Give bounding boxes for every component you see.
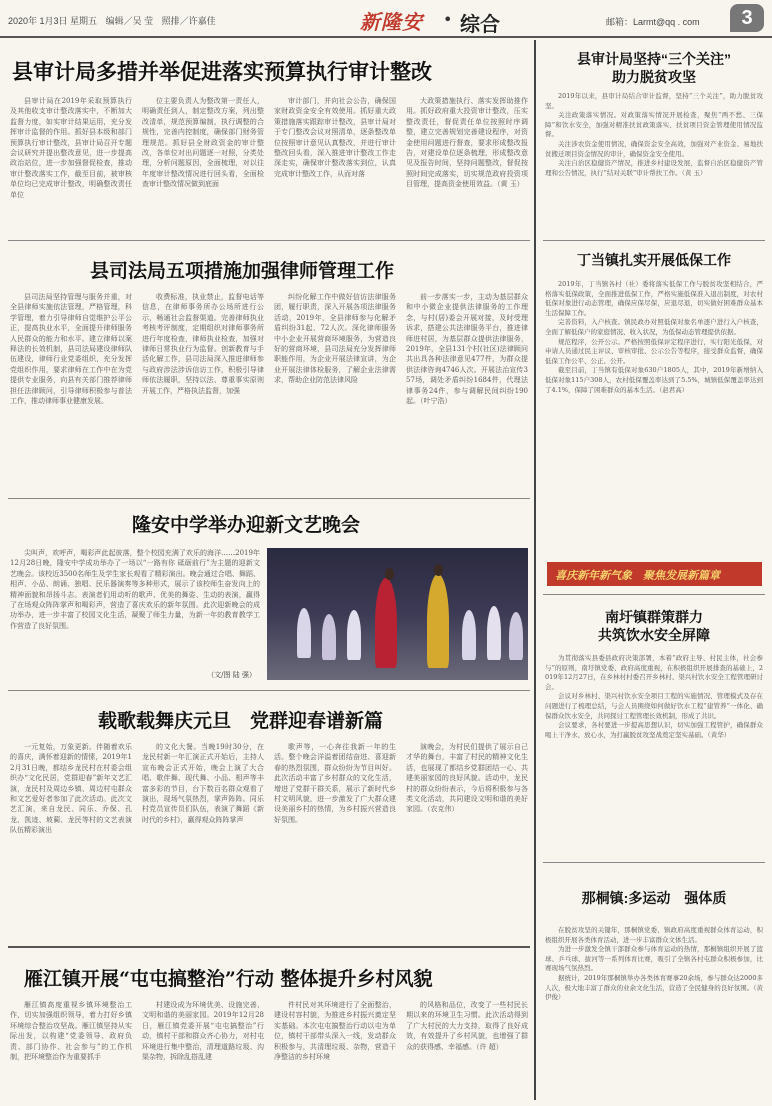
page-header xyxy=(0,0,772,38)
nanxu-para: 会议对乡林村、渠兴村饮水安全项目工程的实施情况、管理模式及存在问题进行了梳理总结，与会人员围绕如何做好饮水工程“建管养”一体化、确保群众饮水安全，共同探讨工程管理长效机制，形成了共识。 xyxy=(545,692,763,720)
poverty-para: 关注自治区稳健资产情况，推进乡村建设发展，监督自治区稳健资产管理和公告情况，执行“结对关联”审计帮扶工作。（黄 玉） xyxy=(545,159,763,177)
yanjiang-col-1: 雁江镇高度重视乡镇环境整治工作，切实加强组织领导，着力打好乡镇环境综合整治攻坚战。雁江镇坚持从实际出发，以构建“党委领导、政府负责、部门协作、社会参与”的工作机制，把环境整治作为重要抓手 xyxy=(10,1001,132,1062)
audit-col-1: 县审计局在2019年采取预算执行及其他收支审计整改落实中，不断加大监督力度，如实审计结果运用，充分发挥审计监督的作用。抓好县本级和部门预算执行审计整改，县审计局召开专题会议研究并提出整改意见，进一步提高政治站位，进一步加强督促检查，推动审计整改落实工作，截至目前，被审核单位均已完成审计整改，明确整改责任单位 xyxy=(10,97,132,199)
natong-body xyxy=(545,926,763,1100)
yanjiang-col-4: 的风格和品位，改变了一些村民长期以来的环境卫生习惯。此次活动得到了广大村民的大力支持，取得了良好成效，有效提升了乡村风貌，也增强了群众的获得感、幸福感。（许 超） xyxy=(406,1001,528,1051)
yanjiang-col-3: 件村民对其环境进行了全面整治，建设村容村貌，为推进乡村振兴奠定坚实基础。本次屯屯搞整治行动以屯为单位，镇村干部带头深入一线，发动群众积极参与，共清理垃圾、杂物，营造干净整洁的乡村环境 xyxy=(274,1001,396,1062)
column-divider xyxy=(534,40,536,1100)
dingdang-para: 2019年，丁当镇各村（社）委将落实低保工作与脱贫攻坚相结合，严格落实低保政策，全面推进低保工作，严格实施低保准入退出制度，对农村低保对象进行动态管理，确保应保尽保，应退尽退，切实做好困难群众基本生活保障工作。 xyxy=(545,280,763,317)
yanjiang-body xyxy=(10,1000,528,1100)
justice-col-2: 收费标准，执业禁止，监督电话等信息，在律师事务所办公场所进行公示，畅通社会监督渠道。完善律师执业考核考评制度，定期组织对律师事务所进行年度检查，律师执业检查，加强对律师日常执业行为监督。创新教育与手活化解工作，县司法局深入推进律师参与政府涉法涉诉信访工作，积极引导律师依法履职，坚持以法、尊重事实原则开展工作，严格执法监督，加强 xyxy=(142,293,264,395)
header-meta xyxy=(8,14,222,27)
section-name: 综合 xyxy=(460,14,500,36)
poverty-title-line-1: 县审计局坚持“三个关注” xyxy=(577,51,731,67)
audit-body xyxy=(10,96,528,232)
justice-col-1: 县司法局坚持管理与服务并重，对全县律师实施依法管理，严格管理，科学管理，着力引导律师自觉维护公平公正，提高执业水平，全面提升律师服务人民群众的能力和水平。建立律师以案释法的长效机制，县司法局建设律师队伍建设，律师行业党委组织，充分发挥党组织作用，要求律师在工作中在为党提供专业服务，向县有关部门推荐律师担任法律顾问，引导律师积极参与普法工作，推动律师事业健康发展。 xyxy=(10,293,132,406)
section-rule xyxy=(8,240,530,241)
nanxu-title-line-1: 南圩镇群策群力 xyxy=(605,609,703,625)
nanxu-body xyxy=(545,654,763,854)
yuandan-col-3: 歌声等，一心奔往我新一年的生活。整个晚会洋溢着团结奋进、喜迎新春的热烈氛围，群众纷纷为节目叫好。此次活动丰富了乡村群众的文化生活，增进了党群干群关系，展示了新时代乡村文明风貌，进一步激发了广大群众建设美丽乡村的热情，为乡村振兴营造良好氛围。 xyxy=(274,743,396,824)
poverty-para: 关注涉农资金使用情况，确保资金安全高效，加强对产业资金、易地扶贫搬迁项目资金情况的审计，确保资金安全使用。 xyxy=(545,139,763,158)
poverty-para: 2019年以来，县审计局结合审计监督，坚持“三个关注”，助力脱贫攻坚。 xyxy=(545,92,763,110)
audit-col-3: 审计部门，并向社会公告，确保国家财政资金安全有效使用。抓好重大政策措施落实跟踪审计整改，县审计局对于专门整改会议对照清单，逐条整改单位按照审计意见认真整改，并进行审计整改回头看，深入推进审计整改工作走深走实，确保审计整改落实到位，认真完成审计整改工作，从而对落 xyxy=(274,97,396,178)
masthead-separator: • xyxy=(443,10,453,29)
natong-para: 在脱贫攻坚的关键年，那桐镇党委、镇政府高度重视群众体育运动，积极组织开展各类体育活动，进一步丰富群众文体生活。 xyxy=(545,926,763,944)
dingdang-headline: 丁当镇扎实开展低保工作 xyxy=(577,252,731,268)
contact-email: 邮箱：Larmt@qq . com xyxy=(606,17,700,27)
section-rule xyxy=(8,946,530,948)
gala-caption: （文/图 陆 强） xyxy=(207,671,256,679)
natong-para: 为进一步激发全镇干部群众参与体育运动的热情，那桐镇组织开展了篮球、乒乓球、拔河等一系列体育比赛，吸引了全镇各村屯群众积极参加，比赛现场气氛热烈。 xyxy=(545,945,763,973)
yuandan-body xyxy=(10,742,528,938)
section-rule xyxy=(543,594,765,595)
justice-body xyxy=(10,292,528,492)
yanjiang-col-2: 村建设成为环境优美、设施完善、文明和谐的美丽家园。2019年12月28日，雁江镇党委开展“屯屯搞整治”行动，镇村干部和群众齐心协力，对村屯环境进行集中整治，清理道路垃圾、沟渠杂物，拆除乱搭乱建 xyxy=(142,1001,264,1062)
section-rule xyxy=(8,690,530,691)
yuandan-col-4: 演晚会，为村民们提供了展示自己才华的舞台，丰富了村民的精神文化生活，也展现了都结乡党群团结一心、共建美丽家园的良好风貌。活动中，龙民村的群众纷纷表示，今后将积极参与各类文化活动，共同建设文明和谐的美好家园。（农克伟） xyxy=(406,743,528,814)
audit-headline: 县审计局多措并举促进落实预算执行审计整改 xyxy=(12,59,432,84)
poverty-headline xyxy=(545,50,763,86)
gala-photo xyxy=(267,548,528,680)
layout-credit: 照排／许嘉佳 xyxy=(161,16,216,26)
nanxu-para: 为贯彻落实县委县政府决策部署，本着“政府主导、村民主体，社会参与”的原则，南圩镇党委、政府高度重视，在积极组织开展排查的基础上，2019年12月27日，在乡林村村委召开乡林村、渠兴村饮水安全工程管理研讨会。 xyxy=(545,654,763,691)
dingdang-para: 完善资料，入户核查。镇民政办对照低保对象名单逐户进行入户核查，全面了解低保户的家庭情况、收入状况，为低保动态管理提供依据。 xyxy=(545,318,763,336)
gala-headline: 隆安中学举办迎新文艺晚会 xyxy=(132,514,361,536)
poverty-title-line-2: 助力脱贫攻坚 xyxy=(612,69,696,85)
dingdang-para: 规范程序，公开公示。严格按照低保评定程序进行，实行阳光低保，对申请人员通过民主评议、审核审批、公示公告等程序，接受群众监督，确保低保工作公平、公正、公开。 xyxy=(545,337,763,365)
natong-para: 据统计，2019年那桐镇举办各类体育赛事20余场，参与群众达2000多人次，极大地丰富了群众的业余文化生活，营造了全民健身的良好氛围。（黄伊俊） xyxy=(545,973,763,1002)
audit-col-2: 位主要负责人为整改第一责任人，明确责任到人，制定整改方案，列出整改清单，规范预算编制，执行调整的合规性，完善内控制度，确保部门财务管理规范。抓好县全财政资金的审计整改，各单位对出问题逐一对照，分类处理，分析问题原因，全面梳理，对以往年度审计整改情况进行回头看，全面检查审计整改情况做到底面 xyxy=(142,97,264,189)
nanxu-headline xyxy=(545,608,763,644)
section-rule xyxy=(543,240,765,241)
page-number: 3 xyxy=(730,4,764,32)
section-rule xyxy=(8,498,530,499)
justice-col-4: 前一步落实一步，主动为基层群众和中小微企业提供法律服务的工作理念，与村(居)委会开展对接，及时受理诉求，搭建公共法律服务平台，推进律师进村居，为基层群众提供法律服务，2019年，全县131个村(社区)法律顾问共出具各种法律意见477件，为群众提供法律咨询4746人次。开展法治宣传357场，调处矛盾纠纷1684件，代理法律事务24件，参与调解民间纠纷190起。（叶宁浩） xyxy=(406,293,528,406)
gala-text: 尖叫声，欢呼声，喝彩声此起彼落，整个校园充满了欢乐的海洋……2019年12月28日晚，隆安中学成功举办了一场以“一路有你 砥砺前行”为主题的迎新文艺晚会。该校近3500名师生及学生家长观看了精彩演出。晚会通过合唱、舞蹈、相声、小品、朗诵、独唱、民乐器演奏等多种形式，展示了该校师生奋发向上的精神面貌和昂扬斗志。表演者们用动听的歌声、优美的舞姿、生动的表演，赢得了在场观众阵阵掌声和喝彩声，营造了喜庆欢乐的新年氛围。此次迎新晚会的成功举办，进一步丰富了校园文化生活，凝聚了师生力量，为新一年的教育教学工作营造了良好氛围。 xyxy=(10,549,260,630)
natong-headline: 那桐镇:多运动 强体质 xyxy=(581,890,727,906)
yanjiang-headline: 雁江镇开展“屯屯搞整治”行动 整体提升乡村风貌 xyxy=(24,968,433,990)
masthead-logo: 新隆安 xyxy=(360,10,423,34)
section-rule xyxy=(543,862,765,863)
gala-body xyxy=(10,548,260,680)
dingdang-para: 截至目前，丁当镇有低保对象630户1805人，其中，2019年新增纳入低保对象115户308人，农村低保覆盖率达到了5.5%，城镇低保覆盖率达到了4.1%，保障了困难群众的基本生活。（赵君高） xyxy=(545,366,763,394)
justice-col-3: 纠纷化解工作中做好信访法律服务团，履行职责，深入开展各项法律服务活动，2019年，全县律师参与化解矛盾纠纷31起，72人次。深化律师服务中小企业开展营商环境服务，为营造良好的营商环境，县司法局充分发挥律师职能作用，为企业开展法律宣讲，为企业开展法律体检服务，了解企业法律需求，帮助企业防范法律风险 xyxy=(274,293,396,385)
editor-credit: 编辑／吴 莹 xyxy=(105,16,154,26)
poverty-body xyxy=(545,92,763,234)
yuandan-col-1: 一元复始，万象更新。伴随着欢乐的喜庆，满怀着迎新的情愫，2019年12月31日晚，都结乡龙民村在村委会组织办“文化民居，党群迎春”新年文艺汇演，龙民村及周边乡镇、周边村屯群众和文艺爱好者参加了此次活动。此次文艺汇演，来自龙民、同乐、乔保、孔龙、凯迹、坡蔺、龙民等村的文艺表演队伍精彩演出 xyxy=(10,743,132,835)
nanxu-para: 会议要求，各村要进一步提高思想认识，切实加强工程管护，确保群众喝上干净水、放心水，为打赢脱贫攻坚战奠定坚实基础。（黄华） xyxy=(545,721,763,739)
nanxu-title-line-2: 共筑饮水安全屏障 xyxy=(598,627,710,643)
dingdang-body xyxy=(545,280,763,554)
poverty-para: 关注政策落实情况。对政策落实情况开展检查，聚焦“两不愁、三保障”和饮水安全，加强对精准扶贫政策落实、扶贫项目资金管理使用情况监督。 xyxy=(545,111,763,139)
issue-date: 2020年 1月3日 星期五 xyxy=(8,16,98,26)
banner-text: 喜庆新年新气象 聚焦发展新篇章 xyxy=(555,569,720,582)
yuandan-headline: 载歌载舞庆元旦 党群迎春谱新篇 xyxy=(98,710,384,732)
audit-col-4: 大政策措施执行、落实发挥助推作用。抓好政府重大投资审计整改，压实整改责任，督促责任单位按照时序调整，建立完善规划完善建设程序，对资金使用问题进行督查，要求形成整改报告，对建设单位逐条梳理，形成整改意见及报告时间，坚持问题整改，督促按照时间完成落实，切实规范政府投资项目管理，提高资金使用效益。（黄 玉） xyxy=(406,97,528,189)
justice-headline: 县司法局五项措施加强律师管理工作 xyxy=(90,260,395,282)
promo-banner xyxy=(547,562,762,586)
yuandan-col-2: 的文化大餐。当晚19时30分，在龙民村新一年汇演正式开始后，主持人宣布晚会正式开始，晚会上演了大合唱、歌伴舞、现代舞、小品、相声等丰富多彩的节目，台下数百名群众观看了演出，现场气氛热烈，掌声阵阵。同乐村党员宣传员们队伍，表演了舞蹈《新时代的乡村》，赢得观众阵阵掌声 xyxy=(142,743,264,824)
